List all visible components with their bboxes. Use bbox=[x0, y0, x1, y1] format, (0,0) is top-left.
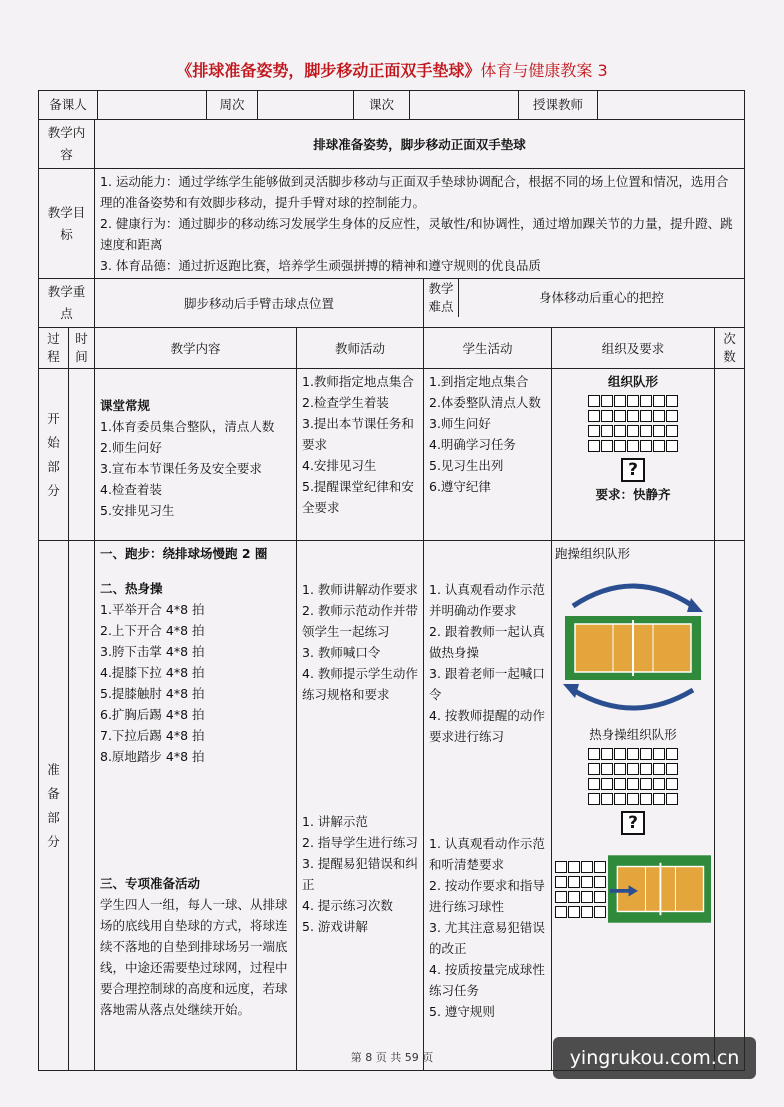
start-content-item: 4.检查着装 bbox=[100, 482, 162, 497]
special-student-item: 4. 按质按量完成球性练习任务 bbox=[429, 962, 545, 998]
special-teacher-item: 3. 提醒易犯错误和纠正 bbox=[302, 856, 418, 892]
lesson-plan-table bbox=[38, 90, 745, 1071]
warmup-item: 1.平举开合 4*8 拍 bbox=[100, 602, 205, 617]
warmup-student-item: 4. 按教师提醒的动作要求进行练习 bbox=[429, 708, 545, 744]
content-value: 排球准备姿势，脚步移动正面双手垫球 bbox=[95, 120, 745, 169]
header-row bbox=[39, 91, 745, 120]
document-title bbox=[0, 58, 784, 81]
teacher-position-icon: ? bbox=[621, 458, 645, 482]
start-teacher-item: 3.提出本节课任务和要求 bbox=[302, 416, 414, 452]
prep-count bbox=[715, 541, 745, 1071]
prep-section-label: 准备部分 bbox=[39, 541, 69, 1071]
lesson-label: 课次 bbox=[354, 91, 410, 119]
warmup-teacher-position-icon: ? bbox=[621, 811, 645, 835]
start-teacher-item: 5.提醒课堂纪律和安全要求 bbox=[302, 479, 414, 515]
warmup-item: 2.上下开合 4*8 拍 bbox=[100, 623, 205, 638]
start-content-item: 5.安排见习生 bbox=[100, 503, 175, 518]
objective-2: 2. 健康行为：通过脚步的移动练习发展学生身体的反应性，灵敏性/和协调性，通过增加踝关节的力量，提升蹬、跳速度和距离 bbox=[100, 216, 733, 252]
run-arrow-top bbox=[573, 586, 693, 606]
warmup-teacher-item: 3. 教师喊口令 bbox=[302, 645, 381, 660]
start-section-row bbox=[39, 369, 745, 541]
start-content-item: 2.师生问好 bbox=[100, 440, 162, 455]
content-row bbox=[39, 120, 745, 169]
focus-label: 教学重点 bbox=[39, 279, 95, 328]
start-teacher bbox=[297, 369, 424, 541]
start-teacher-item: 1.教师指定地点集合 bbox=[302, 374, 414, 389]
key-points-row bbox=[39, 279, 745, 328]
col-count: 次数 bbox=[715, 328, 745, 369]
start-student-item: 1.到指定地点集合 bbox=[429, 374, 529, 389]
objective-3: 3. 体育品德：通过折返跑比赛，培养学生顽强拼搏的精神和遵守规则的优良品质 bbox=[100, 258, 541, 273]
title-rest: 体育与健康教案 3 bbox=[480, 61, 608, 80]
watermark: yingrukou.com.cn bbox=[553, 1037, 756, 1079]
col-teacher: 教师活动 bbox=[297, 328, 424, 369]
prep-time bbox=[69, 541, 95, 1071]
difficulty-value: 身体移动后重心的把控 bbox=[538, 290, 664, 305]
col-organization: 组织及要求 bbox=[552, 328, 715, 369]
start-content-title: 课堂常规 bbox=[100, 398, 151, 413]
start-student-item: 6.遵守纪律 bbox=[429, 479, 491, 494]
warmup-org-title: 热身操组织队形 bbox=[589, 727, 677, 742]
warmup-item: 7.下拉后踢 4*8 拍 bbox=[100, 728, 205, 743]
start-student-item: 4.明确学习任务 bbox=[429, 437, 516, 452]
objective-1: 1. 运动能力：通过学练学生能够做到灵活脚步移动与正面双手垫球协调配合，根据不同的场上位置和情况，选用合理的准备姿势和有效脚步移动，提升手臂对球的控制能力。 bbox=[100, 174, 729, 210]
teacher-label: 授课教师 bbox=[519, 91, 598, 119]
special-teacher-item: 5. 游戏讲解 bbox=[302, 919, 368, 934]
run-arrow-head-bottom bbox=[563, 684, 579, 698]
special-teacher-item: 2. 指导学生进行练习 bbox=[302, 835, 418, 850]
start-teacher-item: 4.安排见习生 bbox=[302, 458, 377, 473]
start-section-label: 开始部分 bbox=[39, 369, 69, 541]
start-org-requirement: 要求：快静齐 bbox=[595, 487, 671, 502]
run-title: 一、跑步：绕排球场慢跑 2 圈 bbox=[100, 546, 268, 561]
lesson-value bbox=[410, 91, 519, 119]
column-header-row bbox=[39, 328, 745, 369]
objectives-value bbox=[95, 169, 745, 279]
start-org-title: 组织队形 bbox=[607, 374, 658, 389]
warmup-student-item: 1. 认真观看动作示范并明确动作要求 bbox=[429, 582, 545, 618]
objectives-label: 教学目标 bbox=[39, 169, 95, 279]
prep-student bbox=[424, 541, 552, 1071]
special-title: 三、专项准备活动 bbox=[100, 876, 201, 891]
page-footer: 第 8 页 共 59 页 bbox=[350, 1051, 434, 1064]
start-count bbox=[715, 369, 745, 541]
col-time: 时间 bbox=[69, 328, 95, 369]
difficulty-label: 教学难点 bbox=[424, 279, 459, 317]
warmup-item: 5.提膝触肘 4*8 拍 bbox=[100, 686, 205, 701]
special-student-item: 1. 认真观看动作示范和听清楚要求 bbox=[429, 836, 545, 872]
start-teacher-item: 2.检查学生着装 bbox=[302, 395, 389, 410]
start-organization bbox=[552, 369, 715, 541]
start-content-item: 3.宣布本节课任务及安全要求 bbox=[100, 461, 262, 476]
week-label: 周次 bbox=[207, 91, 258, 119]
special-teacher-item: 4. 提示练习次数 bbox=[302, 898, 393, 913]
special-formation-grid bbox=[555, 858, 606, 921]
special-teacher-item: 1. 讲解示范 bbox=[302, 814, 368, 829]
start-student-item: 5.见习生出列 bbox=[429, 458, 504, 473]
special-text: 学生四人一组，每人一球、从排球场的底线用自垫球的方式，将球连续不落地的自垫到排球场另一端底线，中途还需要垫过球网，过程中要合理控制球的高度和远度，若球落地需从落点处继续开始。 bbox=[100, 897, 288, 1017]
running-court-diagram bbox=[555, 566, 711, 716]
warmup-item: 3.胯下击掌 4*8 拍 bbox=[100, 644, 205, 659]
prep-teacher bbox=[297, 541, 424, 1071]
teacher-value bbox=[598, 91, 744, 119]
special-formation bbox=[555, 853, 711, 925]
warmup-teacher-item: 1. 教师讲解动作要求 bbox=[302, 582, 418, 597]
warmup-item: 4.提膝下拉 4*8 拍 bbox=[100, 665, 205, 680]
special-student-item: 2. 按动作要求和指导进行练习球性 bbox=[429, 878, 545, 914]
focus-value: 脚步移动后手臂击球点位置 bbox=[95, 279, 424, 328]
special-student-item: 5. 遵守规则 bbox=[429, 1004, 495, 1019]
title-main: 《排球准备姿势，脚步移动正面双手垫球》 bbox=[176, 61, 481, 80]
start-content bbox=[95, 369, 297, 541]
content-label: 教学内容 bbox=[39, 120, 95, 169]
run-arrow-head-top bbox=[687, 598, 703, 612]
warmup-student-item: 2. 跟着教师一起认真做热身操 bbox=[429, 624, 545, 660]
special-student-item: 3. 尤其注意易犯错误的改正 bbox=[429, 920, 545, 956]
col-content: 教学内容 bbox=[95, 328, 297, 369]
warmup-teacher-item: 2. 教师示范动作并带领学生一起练习 bbox=[302, 603, 418, 639]
warmup-title: 二、热身操 bbox=[100, 581, 163, 596]
prep-organization bbox=[552, 541, 715, 1071]
start-student-item: 3.师生问好 bbox=[429, 416, 491, 431]
preparer-value bbox=[98, 91, 207, 119]
start-student-item: 2.体委整队清点人数 bbox=[429, 395, 541, 410]
start-time bbox=[69, 369, 95, 541]
start-student bbox=[424, 369, 552, 541]
prep-content bbox=[95, 541, 297, 1071]
col-process: 过程 bbox=[39, 328, 69, 369]
warmup-item: 6.扩胸后踢 4*8 拍 bbox=[100, 707, 205, 722]
preparer-label: 备课人 bbox=[39, 91, 98, 119]
objectives-row bbox=[39, 169, 745, 279]
start-formation-grid bbox=[557, 395, 709, 452]
warmup-student-item: 3. 跟着老师一起喊口令 bbox=[429, 666, 545, 702]
warmup-formation-grid bbox=[555, 748, 711, 805]
start-content-item: 1.体育委员集合整队，清点人数 bbox=[100, 419, 275, 434]
special-court-diagram bbox=[608, 853, 711, 925]
run-arrow-bottom bbox=[573, 690, 693, 708]
week-value bbox=[258, 91, 354, 119]
prep-section-row bbox=[39, 541, 745, 1071]
run-org-title: 跑操组织队形 bbox=[555, 546, 631, 561]
warmup-teacher-item: 4. 教师提示学生动作练习规格和要求 bbox=[302, 666, 418, 702]
warmup-item: 8.原地踏步 4*8 拍 bbox=[100, 749, 205, 764]
col-student: 学生活动 bbox=[424, 328, 552, 369]
